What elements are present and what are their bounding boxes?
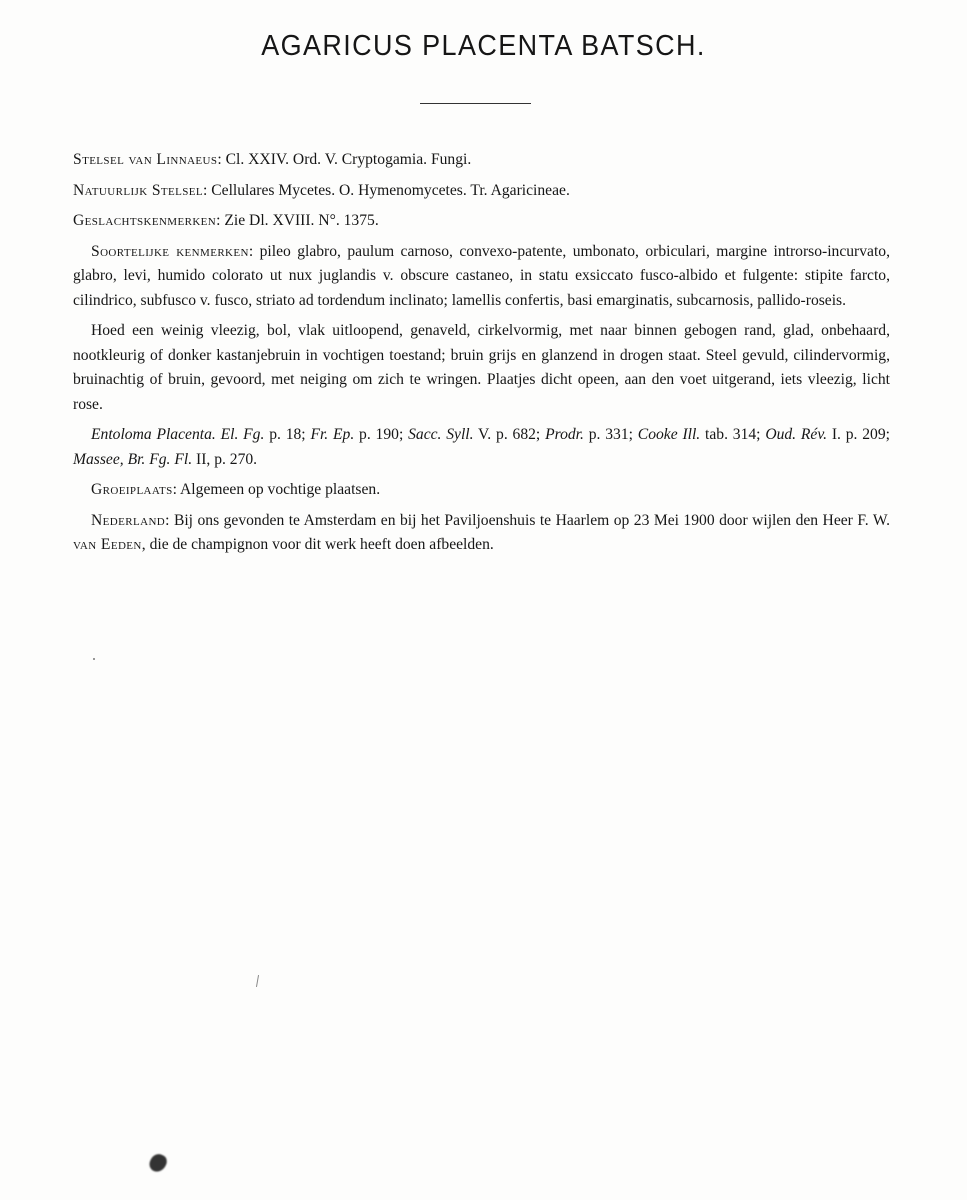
reference-page: p. 18; — [264, 426, 311, 443]
nederland-text-end: , die de champignon voor dit werk heeft doen afbeelden. — [141, 536, 494, 553]
label-colon: : — [216, 212, 225, 229]
nederland-label: Nederland — [91, 511, 166, 529]
reference-title: Massee, Br. Fg. Fl. — [73, 450, 193, 468]
reference-page: tab. 314; — [700, 426, 766, 443]
soortelijke-kenmerken-text: pileo glabro, paulum carnoso, convexo-patente, umbonato, orbiculari, margine introrso-incurvato, glabro, levi, humido colorato ut nux juglandis v. obscure castaneo, in statu exsiccato fusco-albido et fulgente: stipite farcto, cilindrico, subfusco v. fusco, striato ad tordendum inclinato; lamellis confertis, basi emarginatis, subcarnosis, pallido-roseis. — [73, 242, 891, 309]
reference-page: p. 331; — [583, 426, 638, 443]
label-colon: : — [172, 481, 181, 498]
paper-speck — [256, 975, 259, 987]
reference-title: Prodr. — [545, 426, 584, 443]
reference-title: Sacc. Syll. — [408, 426, 474, 443]
nederland-text: Bij ons gevonden te Amsterdam en bij het Paviljoenshuis te Haarlem op 23 Mei 1900 door wijlen den Heer F. W. — [173, 511, 891, 529]
page-title: AGARICUS PLACENTA BATSCH. — [261, 30, 706, 62]
groeiplaats-text: Algemeen op vochtige plaatsen. — [180, 481, 381, 498]
geslachtskenmerken-line — [73, 209, 890, 234]
reference-title: Oud. Rév. — [765, 426, 828, 443]
label-colon: : — [248, 242, 260, 260]
reference-title: Fr. Ep. — [310, 426, 355, 443]
soortelijke-kenmerken-label: Soortelijke kenmerken — [91, 242, 249, 260]
beschrijving-paragraph: Hoed een weinig vleezig, bol, vlak uitloopend, genaveld, cirkelvormig, met naar binnen gebogen rand, glad, onbehaard, nootkleurig of donker kastanjebruin in vochtigen toestand; bruin grijs en glanzend in drogen staat. Steel gevuld, cilindervormig, bruinachtig of bruin, gevoord, met neiging om zich te wringen. Plaatjes dicht opeen, aan den voet uitgerand, iets vleezig, licht rose. — [73, 322, 890, 413]
natuurlijk-stelsel-label: Natuurlijk Stelsel — [73, 181, 204, 199]
collector-name: van Eeden — [73, 536, 142, 553]
stelsel-linnaeus-line — [73, 148, 890, 173]
groeiplaats-line — [73, 478, 890, 503]
reference-page: V. p. 682; — [473, 426, 546, 443]
label-colon: : — [217, 151, 226, 168]
ink-blot — [147, 1151, 169, 1174]
reference-page: II, p. 270. — [192, 450, 258, 468]
geslachtskenmerken-label: Geslachtskenmerken — [73, 212, 217, 229]
geslachtskenmerken-text: Zie Dl. XVIII. N°. 1375. — [224, 212, 379, 229]
reference-page: p. 190; — [354, 426, 409, 443]
label-colon: : — [165, 511, 174, 529]
reference-title: Entoloma Placenta. El. Fg. — [91, 426, 265, 443]
label-colon: : — [203, 181, 212, 199]
references-paragraph — [73, 423, 890, 472]
groeiplaats-label: Groeiplaats — [91, 481, 173, 498]
soortelijke-kenmerken-paragraph — [73, 240, 890, 314]
nederland-paragraph — [73, 509, 890, 558]
natuurlijk-stelsel-line — [73, 179, 890, 204]
natuurlijk-stelsel-text: Cellulares Mycetes. O. Hymenomycetes. Tr. Agaricineae. — [211, 181, 570, 199]
reference-page: I. p. 209; — [827, 426, 890, 443]
title-divider — [420, 103, 531, 104]
reference-title: Cooke Ill. — [637, 426, 701, 443]
document-body — [73, 148, 890, 564]
paper-speck — [93, 658, 95, 660]
stelsel-linnaeus-label: Stelsel van Linnaeus — [73, 151, 218, 168]
stelsel-linnaeus-text: Cl. XXIV. Ord. V. Cryptogamia. Fungi. — [225, 151, 472, 168]
